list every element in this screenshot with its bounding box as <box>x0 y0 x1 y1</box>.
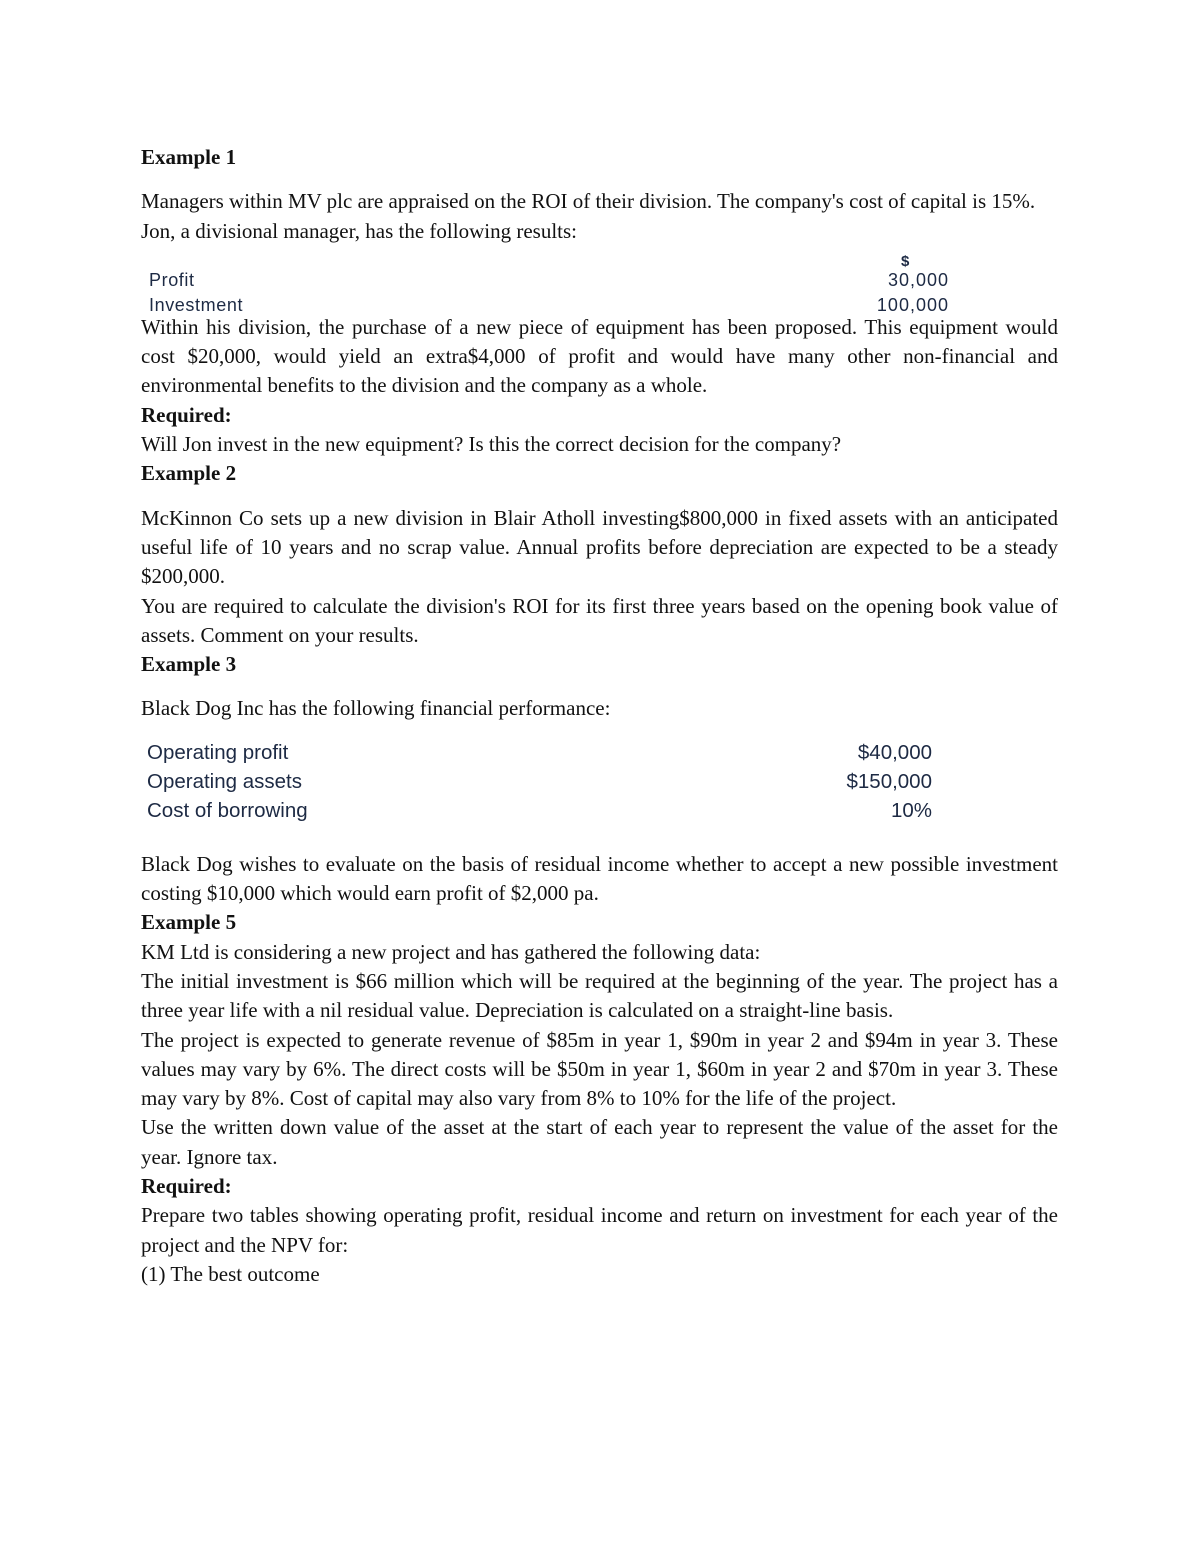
spacer <box>141 489 1058 504</box>
example-1-heading: Example 1 <box>141 145 237 169</box>
example-3-intro: Black Dog Inc has the following financial performance: <box>141 696 611 721</box>
currency-header: $ <box>901 252 910 270</box>
row-value: 100,000 <box>876 294 949 315</box>
example-2-para-1: McKinnon Co sets up a new division in Blair Atholl investing$800,000 in fixed assets with an anticipated useful life of 10 years and no scrap value. Annual profits before depreciation are expected to be a steady $200,000. <box>141 505 1058 589</box>
document-body <box>141 143 1058 1289</box>
row-label: Profit <box>149 269 195 290</box>
example-1-required-label: Required: <box>141 402 232 427</box>
table-row <box>149 291 949 315</box>
row-label: Investment <box>149 294 244 315</box>
example-2-para-2: You are required to calculate the division's ROI for its first three years based on the opening book value of assets. Comment on your results. <box>141 593 1058 647</box>
example-5-para-3: The project is expected to generate revenue of $85m in year 1, $90m in year 2 and $94m in year 3. These values may vary by 6%. The direct costs will be $50m in year 1, $60m in year 2 and $70m in year 3. These may vary by 8%. Cost of capital may also vary from 8% to 10% for the life of the project. <box>141 1027 1058 1111</box>
example-3-performance-table <box>141 738 1058 830</box>
row-label: Cost of borrowing <box>147 798 308 822</box>
example-5-para-1: KM Ltd is considering a new project and has gathered the following data: <box>141 939 761 964</box>
spacer <box>141 679 1058 694</box>
row-value: $40,000 <box>857 740 932 764</box>
row-label: Operating profit <box>147 740 289 764</box>
row-value: 30,000 <box>887 269 949 290</box>
example-3-para-2: Black Dog wishes to evaluate on the basis of residual income whether to accept a new possible investment costing $10,000 which would earn profit of $2,000 pa. <box>141 851 1058 906</box>
example-5-para-2: The initial investment is $66 million which will be required at the beginning of the year. The project has a three year life with a nil residual value. Depreciation is calculated on a straight-line basis. <box>141 968 1058 1023</box>
example-1-proposal: Within his division, the purchase of a new piece of equipment has been proposed. This equipment would cost $20,000, would yield an extra$4,000 of profit and would have many other non-financial and environmental benefits to the division and the company as a whole. <box>141 314 1058 398</box>
example-5-para-4: Use the written down value of the asset at the start of each year to represent the value of the asset for the year. Ignore tax. <box>141 1115 1058 1169</box>
spacer <box>141 172 1058 187</box>
example-5-para-5: Prepare two tables showing operating profit, residual income and return on investment for each year of the project and the NPV for: <box>141 1203 1058 1257</box>
example-3-heading: Example 3 <box>141 652 237 677</box>
table-row <box>149 266 949 290</box>
example-1-required-text: Will Jon invest in the new equipment? Is this the correct decision for the company? <box>141 432 842 457</box>
row-label: Operating assets <box>147 769 302 793</box>
table-row <box>147 796 932 824</box>
row-value: 10% <box>890 798 932 822</box>
example-5-heading: Example 5 <box>141 910 237 935</box>
row-value: $150,000 <box>846 769 932 793</box>
example-5-item-1: (1) The best outcome <box>141 1261 320 1286</box>
example-1-intro: Managers within MV plc are appraised on the ROI of their division. The company's cost of capital is 15%. <box>141 189 1036 214</box>
table-row <box>147 767 932 795</box>
example-1-results-table <box>141 246 1058 315</box>
example-5-required-label: Required: <box>141 1174 232 1199</box>
example-2-heading: Example 2 <box>141 461 237 486</box>
table-row <box>147 738 932 766</box>
example-1-results-intro: Jon, a divisional manager, has the following results: <box>141 218 577 243</box>
